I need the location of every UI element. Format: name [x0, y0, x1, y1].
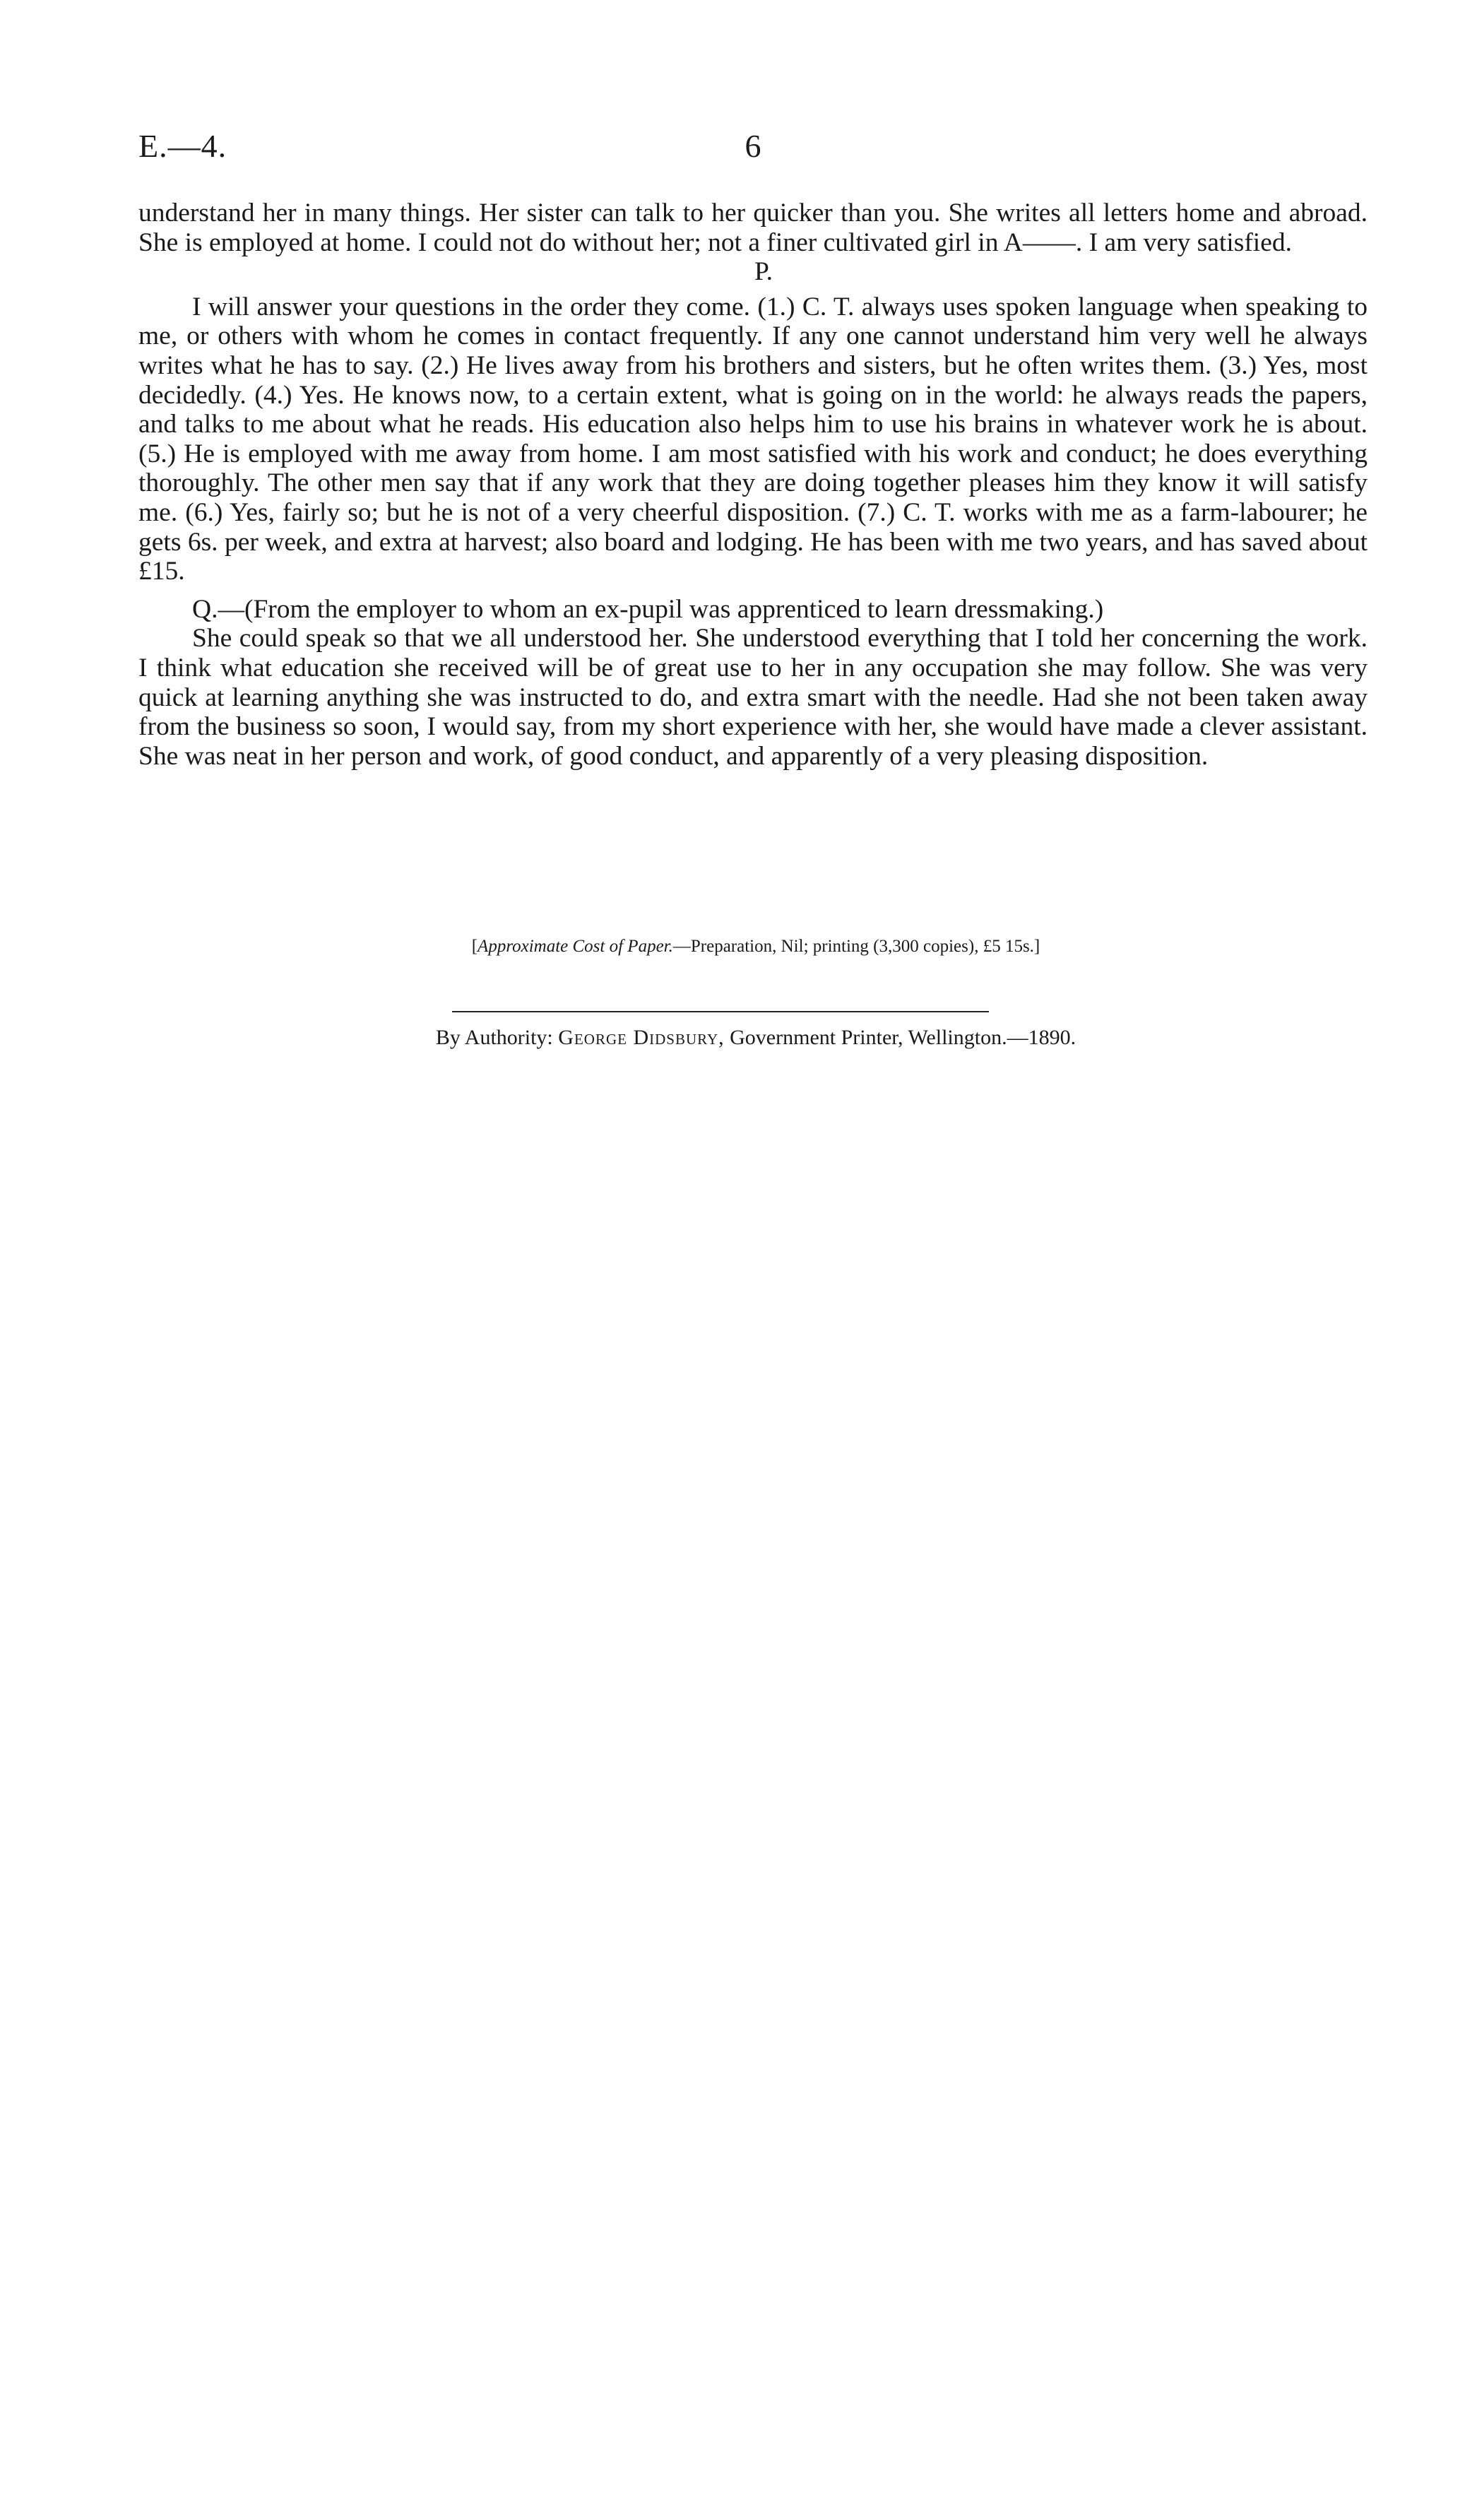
page-number: 6: [745, 128, 761, 164]
footer-divider: [452, 1011, 989, 1012]
document-reference: E.—4.: [138, 128, 227, 164]
cost-note-label: Approximate Cost of Paper.: [477, 937, 673, 956]
section-p-heading: P.: [754, 257, 773, 287]
section-q-heading: Q.—(From the employer to whom an ex-pupil was apprenticed to learn dressmaking.): [192, 594, 1104, 624]
page-header: [138, 127, 1368, 170]
imprint-prefix: By Authority:: [435, 1026, 553, 1049]
cost-note: [381, 937, 1130, 957]
continuation-paragraph: understand her in many things. Her sister can talk to her quicker than you. She writes all letters home and abroad. She is employed at home. I could not do without her; not a finer cultivated girl in A——. I am very satisfied.: [138, 199, 1368, 257]
cost-note-detail: —Preparation, Nil; printing (3,300 copies), £5 15s.]: [672, 937, 1040, 956]
imprint-suffix: Government Printer, Wellington.—1890.: [730, 1026, 1076, 1049]
section-p-paragraph: I will answer your questions in the order they come. (1.) C. T. always uses spoken language when speaking to me, or others with whom he comes in contact frequently. If any one cannot understand him very well he always writes what he has to say. (2.) He lives away from his brothers and sisters, but he often writes them. (3.) Yes, most decidedly. (4.) Yes. He knows now, to a certain extent, what is going on in the world: he always reads the papers, and talks to me about what he reads. His education also helps him to use his brains in whatever work he is about. (5.) He is employed with me away from home. I am most satisfied with his work and conduct; he does everything thoroughly. The other men say that if any work that they are doing together pleases him they know it will satisfy me. (6.) Yes, fairly so; but he is not of a very cheerful disposition. (7.) C. T. works with me as a farm-labourer; he gets 6s. per week, and extra at harvest; also board and lodging. He has been with me two years, and has saved about £15.: [138, 292, 1368, 586]
section-q-paragraph: She could speak so that we all understood her. She understood everything that I told her concerning the work. I think what education she received will be of great use to her in any occupation she may follow. She was very quick at learning anything she was instructed to do, and extra smart with the needle. Had she not been taken away from the business so soon, I would say, from my short experience with her, she would have made a clever assistant. She was neat in her person and work, of good conduct, and apparently of a very pleasing disposition.: [138, 624, 1368, 771]
body-text: [138, 199, 1368, 771]
cost-note-open: [: [471, 937, 478, 956]
printer-imprint: [346, 1026, 1165, 1050]
printer-name: George Didsbury,: [558, 1026, 725, 1049]
